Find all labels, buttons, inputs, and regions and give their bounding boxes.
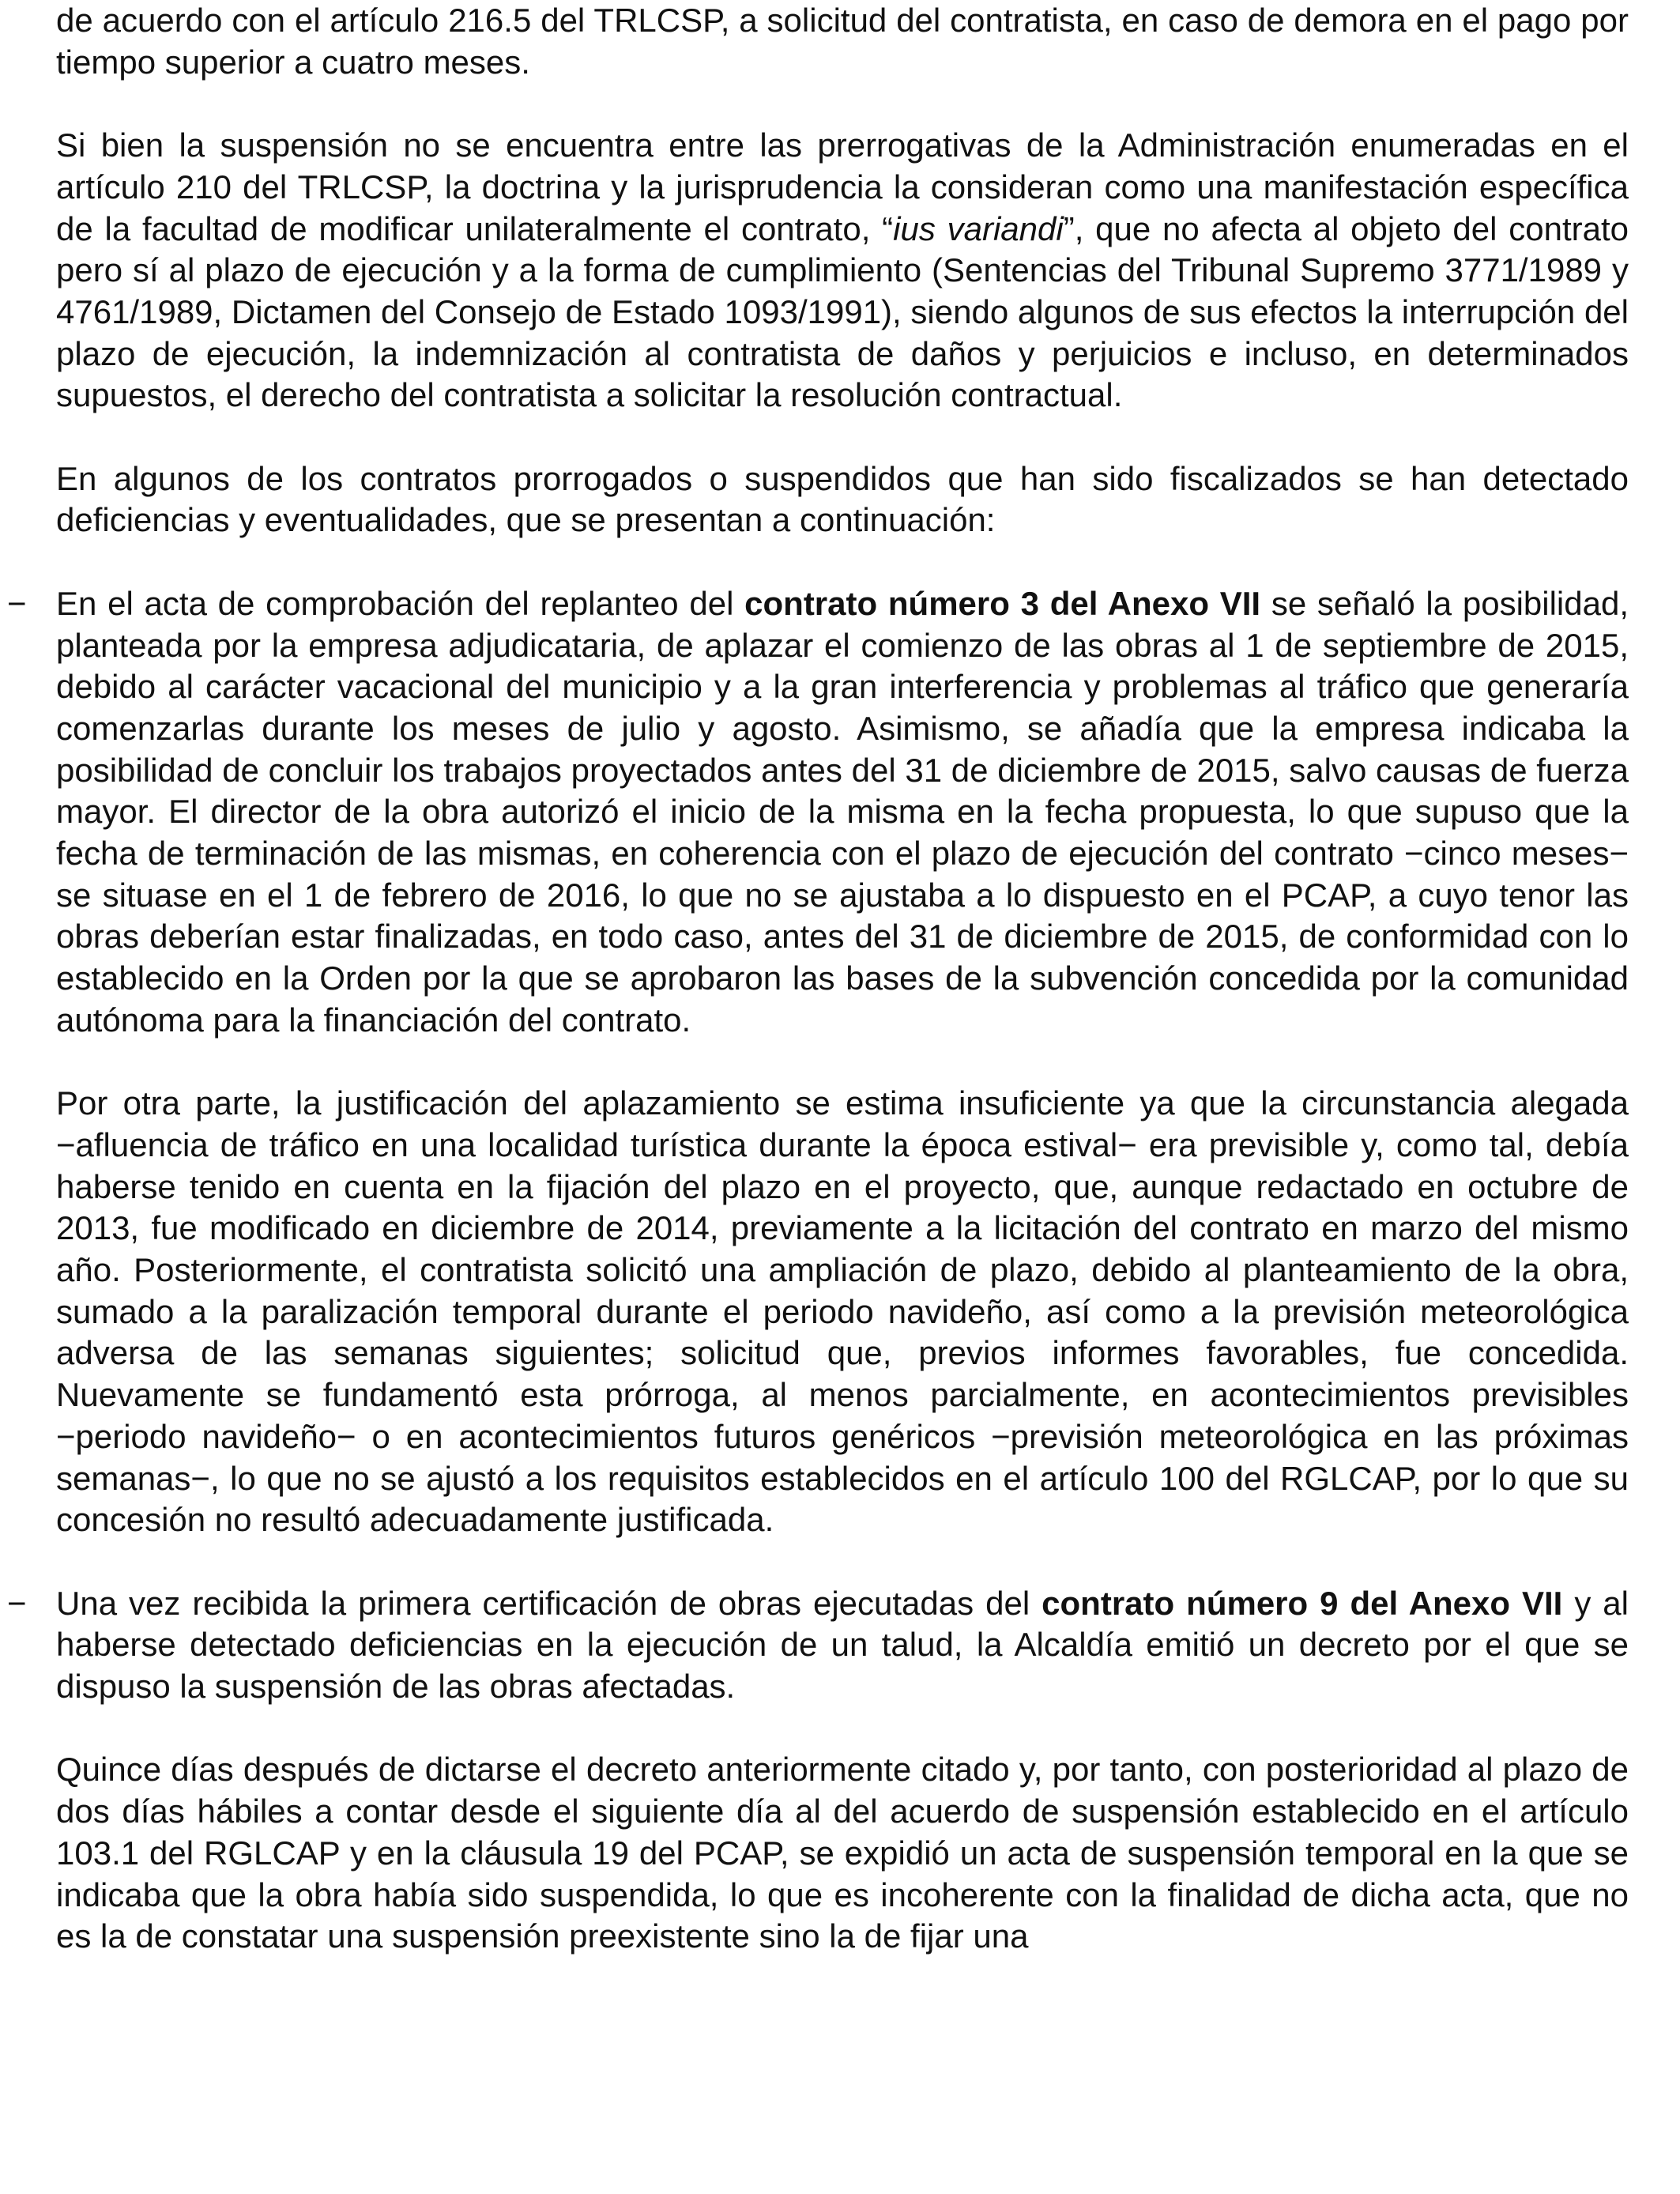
paragraph-gap: [56, 1042, 1629, 1084]
paragraph-1: de acuerdo con el artículo 216.5 del TRLCSP, a solicitud del contratista, en caso de demora en el pago por tiempo superior a cuatro meses.: [56, 2, 1629, 81]
bullet-2-text-b: y al haberse detectado deficiencias en la ejecución de un talud, la Alcaldía emitió un decreto por el que se dispuso la suspensión de las obras afectadas.: [56, 1584, 1629, 1706]
bullet-dash-marker: −: [7, 584, 27, 622]
paragraph-gap: [56, 541, 1629, 583]
bullet-1-text-b: se señaló la posibilidad, planteada por la empresa adjudicataria, de aplazar el comienzo de las obras al 1 de septiembre de 2015, debido al carácter vacacional del municipio y a la gran interferencia y problemas al tráfico que generaría comenzarlas durante los meses de julio y agosto. Asimismo, se añadía que la empresa indicaba la posibilidad de concluir los trabajos proyectados antes del 31 de diciembre de 2015, salvo causas de fuerza mayor. El director de la obra autorizó el inicio de la misma en la fecha propuesta, lo que supuso que la fecha de terminación de las mismas, en coherencia con el plazo de ejecución del contrato −cinco meses− se situase en el 1 de febrero de 2016, lo que no se ajustaba a lo dispuesto en el PCAP, a cuyo tenor las obras deberían estar finalizadas, en todo caso, antes del 31 de diciembre de 2015, de conformidad con lo establecido en la Orden por la que se aprobaron las bases de la subvención concedida por la comunidad autónoma para la financiación del contrato.: [56, 584, 1629, 1039]
paragraph-3: En algunos de los contratos prorrogados o suspendidos que han sido fiscalizados se han detectado deficiencias y eventualidades, que se presentan a continuación:: [56, 459, 1629, 539]
bullet-1-text: [56, 583, 1629, 1042]
bullet-item-1: [7, 583, 1629, 1042]
document-page: [7, 0, 1629, 1958]
bullet-2-bold: contrato número 9 del Anexo VII: [1042, 1584, 1563, 1622]
paragraph-gap: [56, 83, 1629, 125]
bullet-2-text-a: Una vez recibida la primera certificación de obras ejecutadas del: [56, 1584, 1042, 1622]
paragraph-2-italic: ius variandi: [893, 209, 1064, 247]
paragraph-gap: [56, 1708, 1629, 1750]
paragraph-gap: [56, 1541, 1629, 1583]
bullet-1-bold: contrato número 3 del Anexo VII: [744, 584, 1261, 622]
paragraph-gap: [56, 417, 1629, 458]
paragraph-2: [56, 125, 1629, 417]
bullet-1-continuation: Por otra parte, la justificación del aplazamiento se estima insuficiente ya que la circunstancia alegada −afluencia de tráfico en una localidad turística durante la época estival− era previsible y, como tal, debía haberse tenido en cuenta en la fijación del plazo en el proyecto, que, aunque redactado en octubre de 2013, fue modificado en diciembre de 2014, previamente a la licitación del contrato en marzo del mismo año. Posteriormente, el contratista solicitó una ampliación de plazo, debido al planteamiento de la obra, sumado a la paralización temporal durante el periodo navideño, así como a la previsión meteorológica adversa de las semanas siguientes; solicitud que, previos informes favorables, fue concedida. Nuevamente se fundamentó esta prórroga, al menos parcialmente, en acontecimientos previsibles −periodo navideño− o en acontecimientos futuros genéricos −previsión meteorológica en las próximas semanas−, lo que no se ajustó a los requisitos establecidos en el artículo 100 del RGLCAP, por lo que su concesión no resultó adecuadamente justificada.: [56, 1084, 1629, 1539]
bullet-2-text: [56, 1583, 1629, 1708]
paragraph-2-text-a: Si bien la suspensión no se encuentra entre las prerrogativas de la Administración enumeradas en el artículo 210 del TRLCSP, la doctrina y la jurisprudencia la consideran como una manifestación específica de la facultad de modificar unilateralmente el contrato, “: [56, 126, 1629, 247]
bullet-1-text-a: En el acta de comprobación del replanteo del: [56, 584, 745, 622]
bullet-item-2: [7, 1583, 1629, 1708]
bullet-dash-marker: −: [7, 1584, 27, 1622]
paragraph-2-text-b: ”, que no afecta al objeto del contrato pero sí al plazo de ejecución y a la forma de cumplimiento (Sentencias del Tribunal Supremo 3771/1989 y 4761/1989, Dictamen del Consejo de Estado 1093/1991), siendo algunos de sus efectos la interrupción del plazo de ejecución, la indemnización al contratista de daños y perjuicios e incluso, en determinados supuestos, el derecho del contratista a solicitar la resolución contractual.: [56, 209, 1629, 414]
bullet-2-continuation: Quince días después de dictarse el decreto anteriormente citado y, por tanto, con posterioridad al plazo de dos días hábiles a contar desde el siguiente día al del acuerdo de suspensión establecido en el artículo 103.1 del RGLCAP y en la cláusula 19 del PCAP, se expidió un acta de suspensión temporal en la que se indicaba que la obra había sido suspendida, lo que es incoherente con la finalidad de dicha acta, que no es la de constatar una suspensión preexistente sino la de fijar una: [56, 1751, 1629, 1955]
